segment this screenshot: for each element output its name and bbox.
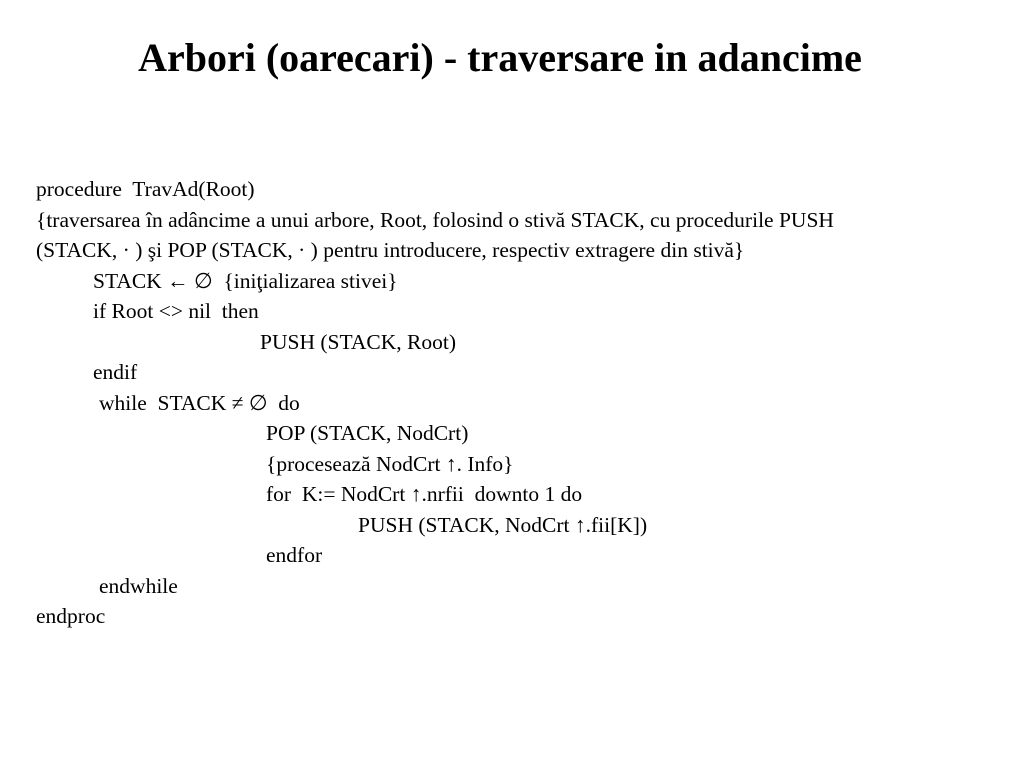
- code-line-text: endif: [93, 360, 138, 384]
- code-line-text: PUSH (STACK, NodCrt ↑.fii[K]): [358, 512, 648, 537]
- code-line: [36, 479, 1016, 510]
- code-line: [36, 449, 1016, 480]
- code-line: [36, 601, 1016, 632]
- code-line: [36, 296, 1016, 327]
- code-line-text: {procesează NodCrt ↑. Info}: [266, 451, 514, 476]
- code-line-text: endproc: [36, 604, 106, 628]
- code-line: [36, 266, 1016, 297]
- slide-title: Arbori (oarecari) - traversare in adancime: [138, 35, 862, 80]
- code-line-text: if Root <> nil then: [93, 299, 259, 323]
- code-line-text: POP (STACK, NodCrt): [266, 421, 469, 445]
- code-line: [36, 357, 1016, 388]
- code-line-text: PUSH (STACK, Root): [260, 329, 456, 354]
- code-line-text: {traversarea în adâncime a unui arbore, Root, folosind o stivă STACK, cu procedurile PUSH: [36, 207, 834, 232]
- code-line-text: endfor: [266, 543, 323, 567]
- code-line: [36, 571, 1016, 602]
- code-line-text: procedure TravAd(Root): [36, 177, 255, 201]
- code-line: [36, 540, 1016, 571]
- code-line: [36, 327, 1016, 358]
- code-line: [36, 388, 1016, 419]
- code-line: [36, 205, 1016, 236]
- code-line: [36, 174, 1016, 205]
- code-line-text: endwhile: [99, 573, 178, 598]
- pseudocode-block: [36, 174, 1016, 632]
- code-line: [36, 235, 1016, 266]
- code-line-text: STACK ← ∅ {iniţializarea stivei}: [93, 268, 398, 293]
- code-line-text: (STACK, · ) şi POP (STACK, · ) pentru introducere, respectiv extragere din stivă}: [36, 238, 745, 262]
- code-line-text: for K:= NodCrt ↑.nrfii downto 1 do: [266, 482, 583, 506]
- code-line-text: while STACK ≠ ∅ do: [99, 390, 300, 415]
- code-line: [36, 510, 1016, 541]
- code-line: [36, 418, 1016, 449]
